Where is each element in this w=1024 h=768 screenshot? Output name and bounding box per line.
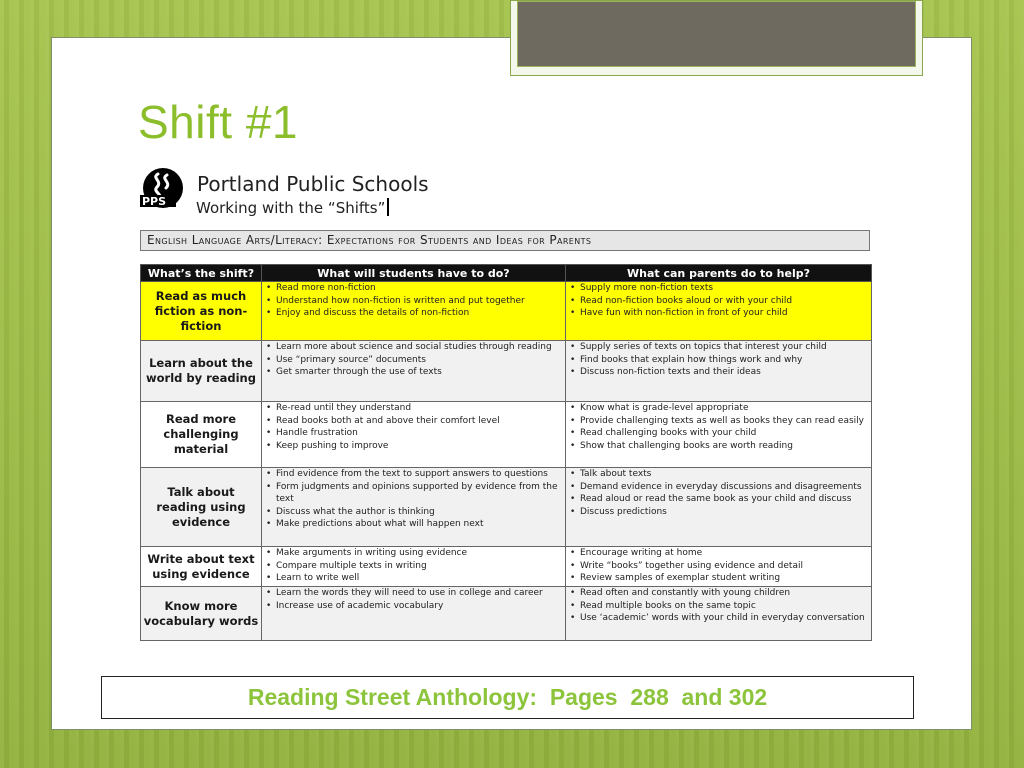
list-item: • Show that challenging books are worth reading [570, 440, 871, 453]
list-item: • Read often and constantly with young children [570, 587, 871, 600]
students-cell [262, 341, 566, 402]
list-item: • Increase use of academic vocabulary [266, 600, 565, 613]
parents-cell [566, 282, 872, 341]
students-cell [262, 587, 566, 641]
list-item: • Demand evidence in everyday discussions and disagreements [570, 481, 871, 494]
list-item: • Know what is grade-level appropriate [570, 402, 871, 415]
list-item: • Make predictions about what will happen next [266, 518, 565, 531]
shift-cell: Read as much fiction as non-fiction [141, 282, 262, 341]
list-item: • Use ‘academic’ words with your child in everyday conversation [570, 612, 871, 625]
header-students: What will students have to do? [262, 265, 566, 282]
list-item: • Compare multiple texts in writing [266, 560, 565, 573]
list-item: • Understand how non-fiction is written and put together [266, 295, 565, 308]
parents-cell [566, 547, 872, 587]
list-item: • Read challenging books with your child [570, 427, 871, 440]
list-item: • Talk about texts [570, 468, 871, 481]
list-item: • Write “books” together using evidence and detail [570, 560, 871, 573]
header-shift: What’s the shift? [141, 265, 262, 282]
list-item: • Supply more non-fiction texts [570, 282, 871, 295]
text-cursor [387, 198, 389, 216]
section-banner: English Language Arts/Literacy: Expectations for Students and Ideas for Parents [140, 230, 870, 251]
list-item: • Get smarter through the use of texts [266, 366, 565, 379]
list-item: • Discuss what the author is thinking [266, 506, 565, 519]
list-item: • Supply series of texts on topics that interest your child [570, 341, 871, 354]
parents-cell [566, 468, 872, 547]
list-item: • Find books that explain how things work and why [570, 354, 871, 367]
table-header-row [141, 265, 872, 282]
list-item: • Enjoy and discuss the details of non-fiction [266, 307, 565, 320]
students-cell [262, 282, 566, 341]
table-row [141, 547, 872, 587]
header-parents: What can parents do to help? [566, 265, 872, 282]
table-row [141, 402, 872, 468]
list-item: • Use “primary source” documents [266, 354, 565, 367]
list-item: • Find evidence from the text to support answers to questions [266, 468, 565, 481]
parents-cell [566, 341, 872, 402]
list-item: • Read aloud or read the same book as your child and discuss [570, 493, 871, 506]
list-item: • Have fun with non-fiction in front of your child [570, 307, 871, 320]
list-item: • Handle frustration [266, 427, 565, 440]
list-item: • Form judgments and opinions supported by evidence from the text [266, 481, 565, 506]
list-item: • Learn to write well [266, 572, 565, 585]
students-cell [262, 402, 566, 468]
list-item: • Keep pushing to improve [266, 440, 565, 453]
table-row [141, 341, 872, 402]
slide-title: Shift #1 [138, 96, 298, 148]
parents-cell [566, 402, 872, 468]
list-item: • Read multiple books on the same topic [570, 600, 871, 613]
decorative-photo [517, 1, 916, 67]
shift-cell: Learn about the world by reading [141, 341, 262, 402]
shift-cell: Talk about reading using evidence [141, 468, 262, 547]
list-item: • Read non-fiction books aloud or with your child [570, 295, 871, 308]
list-item: • Discuss non-fiction texts and their ideas [570, 366, 871, 379]
students-cell [262, 547, 566, 587]
list-item: • Read books both at and above their comfort level [266, 415, 565, 428]
shift-cell: Know more vocabulary words [141, 587, 262, 641]
list-item: • Learn the words they will need to use in college and career [266, 587, 565, 600]
shifts-table [140, 264, 872, 641]
photo-frame [510, 0, 923, 76]
document-title [196, 198, 389, 217]
list-item: • Discuss predictions [570, 506, 871, 519]
reference-footer: Reading Street Anthology: Pages 288 and 302 [101, 676, 914, 719]
list-item: • Read more non-fiction [266, 282, 565, 295]
svg-text:PPS: PPS [142, 195, 167, 208]
organization-name: Portland Public Schools [197, 172, 429, 196]
students-cell [262, 468, 566, 547]
list-item: • Re-read until they understand [266, 402, 565, 415]
table-row [141, 587, 872, 641]
list-item: • Encourage writing at home [570, 547, 871, 560]
table-row [141, 468, 872, 547]
list-item: • Make arguments in writing using evidence [266, 547, 565, 560]
list-item: • Review samples of exemplar student writing [570, 572, 871, 585]
parents-cell [566, 587, 872, 641]
table-row [141, 282, 872, 341]
shift-cell: Read more challenging material [141, 402, 262, 468]
list-item: • Learn more about science and social studies through reading [266, 341, 565, 354]
document-title-text: Working with the “Shifts” [196, 199, 386, 217]
list-item: • Provide challenging texts as well as books they can read easily [570, 415, 871, 428]
pps-logo [137, 167, 189, 213]
shift-cell: Write about text using evidence [141, 547, 262, 587]
